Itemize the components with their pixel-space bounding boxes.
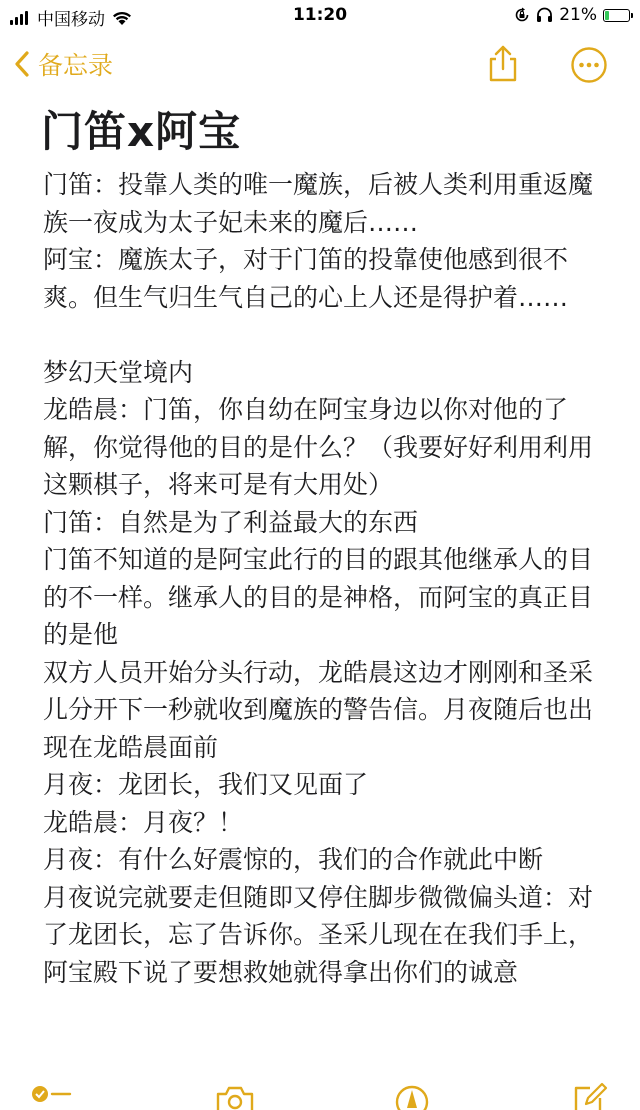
camera-button[interactable] — [214, 1082, 256, 1110]
share-button[interactable] — [485, 44, 521, 88]
chevron-left-icon — [14, 50, 30, 78]
battery-icon — [603, 9, 630, 22]
battery-percent: 21% — [559, 5, 597, 25]
back-button[interactable] — [14, 46, 113, 82]
nav-bar — [0, 34, 640, 98]
compose-icon — [570, 1082, 610, 1110]
note-title[interactable]: 门笛x阿宝 — [41, 107, 242, 156]
camera-icon — [214, 1082, 256, 1110]
compose-button[interactable] — [570, 1082, 610, 1110]
note-body[interactable]: 门笛：投靠人类的唯一魔族，后被人类利用重返魔族一夜成为太子妃未来的魔后…… 阿宝：魔族太子，对于门笛的投靠使他感到很不爽。但生气归生气自己的心上人还是得护着…… 梦幻天堂境内 龙皓晨：门笛，你自幼在阿宝身边以你对他的了解，你觉得他的目的是什么？（我要好好利用利用这颗棋子，将来可是有大用处） 门笛：自然是为了利益最大的东西 门笛不知道的是阿宝此行的目的跟其他继承人的目的不一样。继承人的目的是神格，而阿宝的真正目的是他 双方人员开始分头行动，龙皓晨这边才刚刚和圣采儿分开下一秒就收到魔族的警告信。月夜随后也出现在龙皓晨面前 月夜：龙团长，我们又见面了 龙皓晨：月夜？！ 月夜：有什么好震惊的，我们的合作就此中断 月夜说完就要走但随即又停住脚步微微偏头道：对了龙团长，忘了告诉你。圣采儿现在在我们手上，阿宝殿下说了要想救她就得拿出你们的诚意 — [43, 170, 594, 987]
more-icon — [570, 46, 608, 84]
checklist-icon — [30, 1082, 74, 1110]
markup-button[interactable] — [394, 1082, 430, 1110]
markup-icon — [394, 1082, 430, 1110]
checklist-button[interactable] — [30, 1082, 74, 1110]
headphones-icon — [536, 7, 553, 23]
note-content[interactable] — [43, 104, 603, 991]
more-button[interactable] — [570, 46, 608, 88]
status-right — [508, 5, 630, 25]
status-time: 11:20 — [292, 5, 348, 25]
carrier-name: 中国移动 — [37, 10, 105, 30]
bottom-toolbar — [0, 1078, 640, 1110]
status-bar — [0, 0, 640, 34]
orientation-lock-icon — [514, 7, 530, 23]
share-icon — [485, 44, 521, 84]
back-label: 备忘录 — [38, 51, 114, 80]
battery-fill — [605, 11, 609, 20]
